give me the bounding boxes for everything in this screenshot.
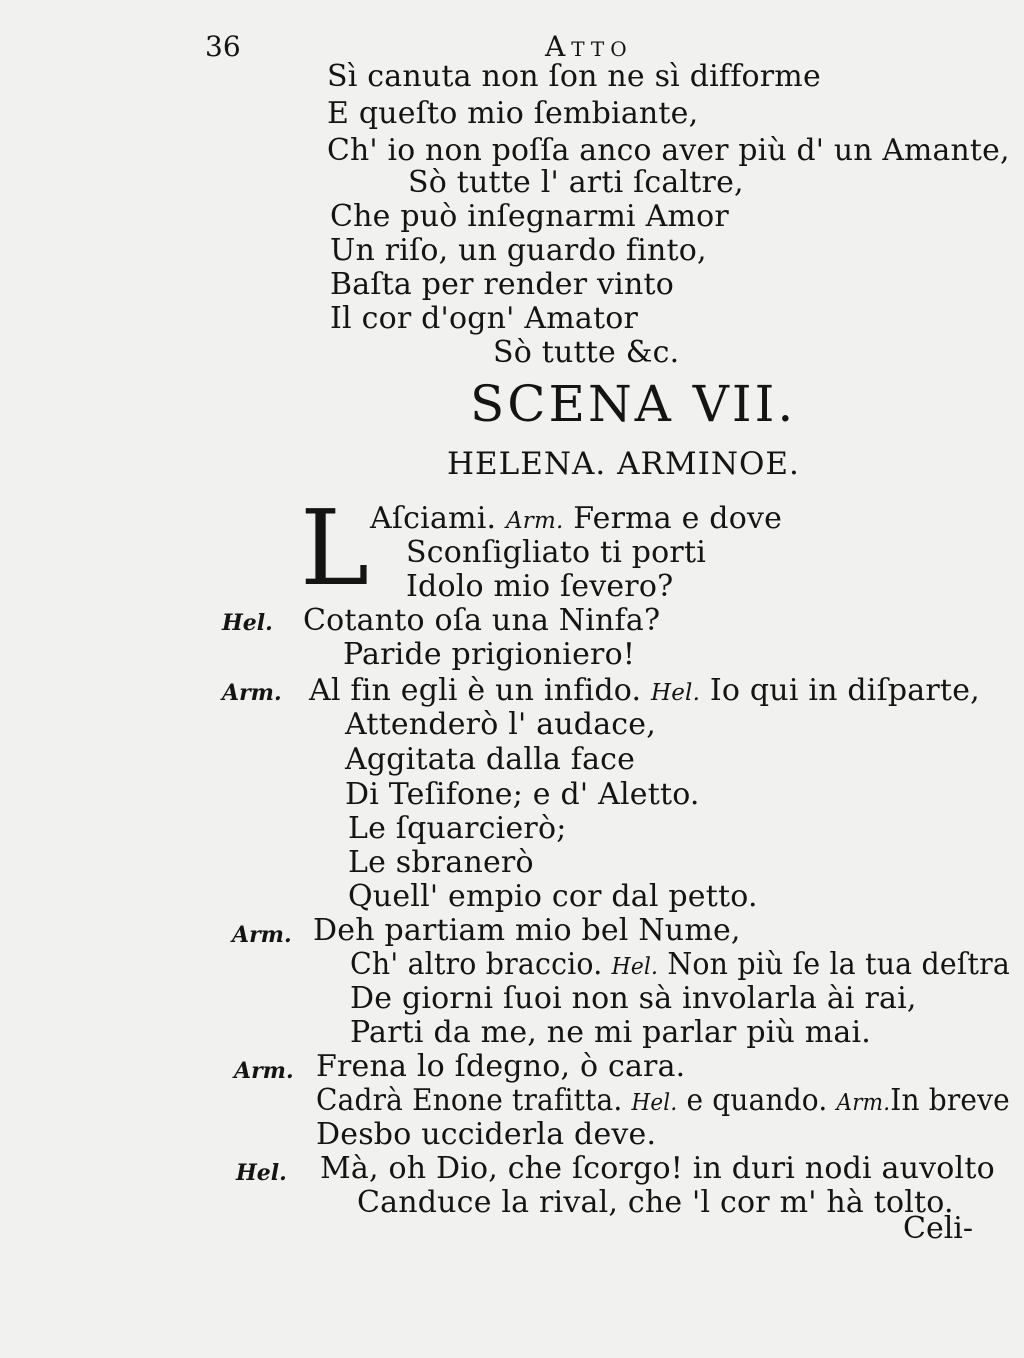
dialogue-line: Frena lo ſdegno, ò cara. [316, 1049, 686, 1084]
verse-text: Ch' altro braccio. [350, 947, 603, 982]
speaker-abbreviation: Arm. [505, 508, 564, 534]
verse-text: Ferma e dove [573, 501, 783, 536]
dialogue-line: Canduce la rival, che 'l cor m' hà tolto. [357, 1185, 954, 1220]
verse-line: Baſta per render vinto [330, 267, 674, 302]
verse-text: Io qui in diſparte, [709, 673, 980, 708]
drop-cap: L [300, 487, 370, 609]
dialogue-line [350, 948, 1010, 984]
dialogue-line: Sconſigliato ti porti [406, 535, 707, 570]
dialogue-line: Desbo ucciderla deve. [316, 1117, 657, 1152]
dialogue-line [316, 1084, 1010, 1120]
verse-text: Non più ſe la tua deſtra [667, 947, 1010, 982]
catchword: Celi- [903, 1211, 974, 1246]
dialogue-line: Le sbranerò [348, 845, 534, 880]
verse-text: e quando. [686, 1083, 828, 1118]
speaker-abbreviation: Arm. [836, 1090, 891, 1116]
dialogue-line [309, 674, 980, 710]
speaker-label: Hel. [222, 610, 273, 636]
dialogue-line: Aggitata dalla face [345, 742, 636, 777]
verse-line: Sò tutte &c. [493, 335, 680, 370]
dialogue-line: Le ſquarcierò; [348, 811, 567, 846]
verse-line: Sì canuta non ſon ne sì difforme [327, 59, 821, 94]
page-number: 36 [205, 30, 241, 63]
dialogue-line: Paride prigioniero! [343, 637, 636, 672]
dialogue-line: Idolo mio ſevero? [406, 569, 674, 604]
verse-line: Un riſo, un guardo finto, [330, 233, 707, 268]
verse-text: Aſciami. [370, 501, 497, 536]
verse-text: Al fin egli è un infido. [309, 673, 642, 708]
scene-title: SCENA VII. [470, 375, 797, 433]
scene-persons: HELENA. ARMINOE. [447, 446, 800, 482]
running-head: Atto [545, 30, 633, 63]
speaker-abbreviation: Hel. [631, 1090, 678, 1116]
verse-text: In breve [890, 1083, 1010, 1118]
dialogue-line: De giorni ſuoi non sà involarla ài rai, [350, 981, 917, 1016]
verse-line: Sò tutte l' arti ſcaltre, [408, 165, 744, 200]
speaker-label: Hel. [236, 1160, 287, 1186]
dialogue-line: Cotanto oſa una Ninfa? [303, 603, 661, 638]
dialogue-line: Parti da me, ne mi parlar più mai. [350, 1015, 872, 1050]
speaker-abbreviation: Hel. [650, 680, 701, 706]
verse-line: Il cor d'ogn' Amator [330, 301, 638, 336]
dialogue-line: Quell' empio cor dal petto. [348, 879, 758, 914]
verse-line: Che può inſegnarmi Amor [330, 199, 729, 234]
speaker-label: Arm. [232, 922, 292, 948]
verse-text: Cadrà Enone trafitta. [316, 1083, 623, 1118]
verse-line: Ch' io non poſſa anco aver più d' un Amante, [327, 133, 1010, 168]
dialogue-line: Attenderò l' audace, [345, 707, 656, 742]
dialogue-line: Mà, oh Dio, che ſcorgo! in duri nodi auvolto [320, 1151, 995, 1186]
speaker-label: Arm. [222, 680, 282, 706]
dialogue-line: Deh partiam mio bel Nume, [313, 913, 741, 948]
speaker-label: Arm. [234, 1058, 294, 1084]
verse-line: E queſto mio ſembiante, [327, 96, 699, 131]
dialogue-line: Di Teſifone; e d' Aletto. [345, 777, 700, 812]
dialogue-line [370, 502, 782, 538]
speaker-abbreviation: Hel. [611, 954, 659, 980]
